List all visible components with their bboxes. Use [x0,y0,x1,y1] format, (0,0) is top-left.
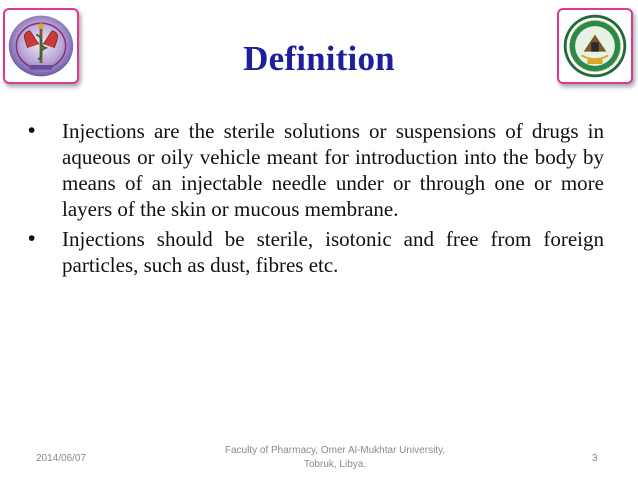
bullet-item [26,226,604,278]
footer-date: 2014/06/07 [36,453,87,464]
bullet-text: Injections should be sterile, isotonic and free from foreign particles, such as dust, fibres etc. [62,227,604,277]
footer-org-line1: Faculty of Pharmacy, Omer Al-Mukhtar University, [224,445,446,456]
footer-organization [210,444,460,472]
bullet-icon: • [28,227,36,250]
page-number: 3 [592,453,598,464]
bullet-text: Injections are the sterile solutions or suspensions of drugs in aqueous or oily vehicle meant for introduction into the body by means of an injectable needle under or through one or more layers of the skin or mucous membrane. [62,119,604,221]
bullet-list [26,118,604,282]
bullet-item [26,118,604,222]
bullet-icon: • [28,119,36,142]
footer-org-line2: Tobruk, Libya. [303,459,367,470]
slide-title: Definition [243,39,395,78]
